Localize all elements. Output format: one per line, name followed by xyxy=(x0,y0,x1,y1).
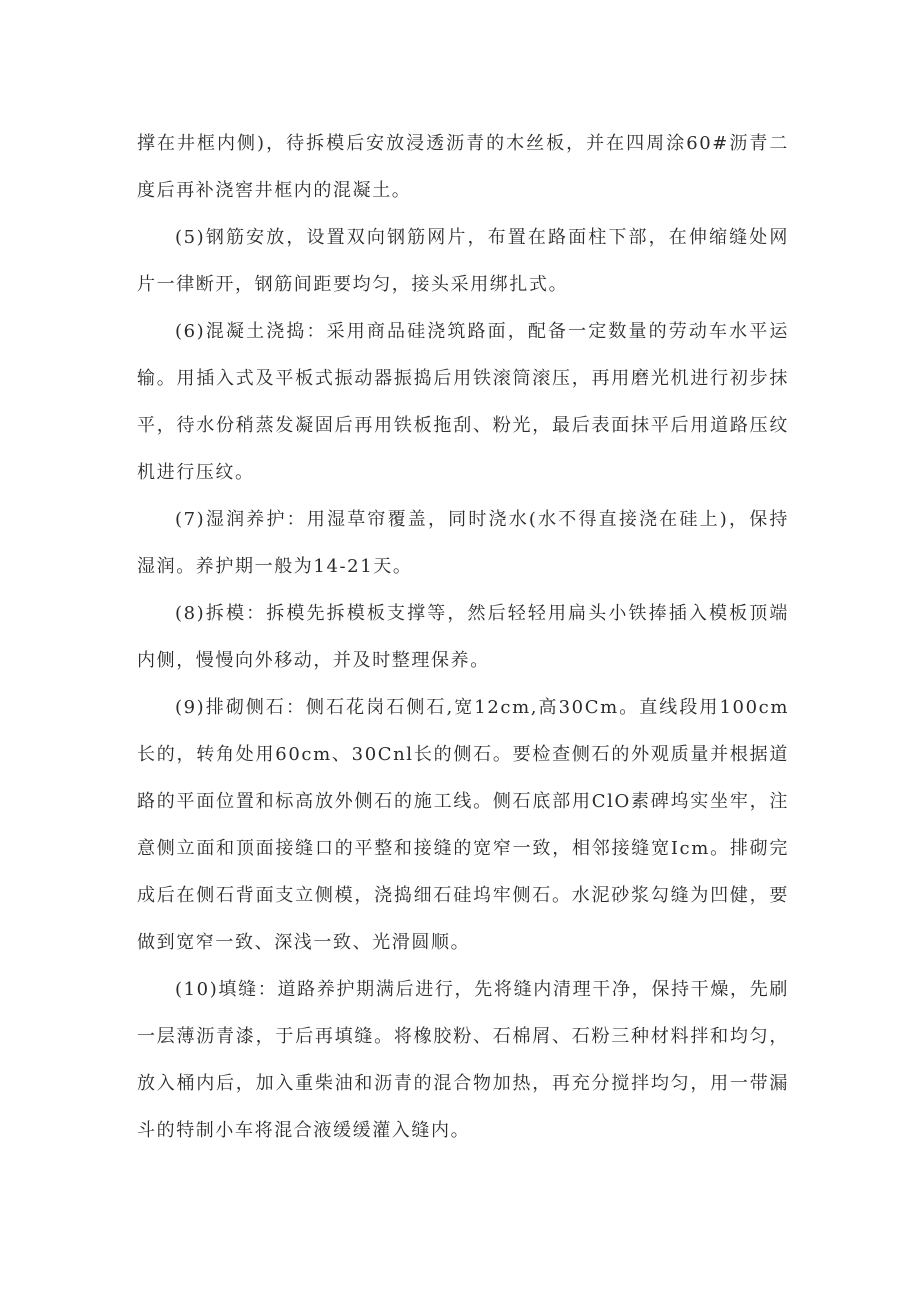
paragraph-joint-filling: (10)填缝：道路养护期满后进行，先将缝内清理干净，保持干燥，先刷一层薄沥青漆，于后再填缝。将橡胶粉、石棉屑、石粉三种材料拌和均匀，放入桶内后，加入重柴油和沥青的混合物加热，再充分搅拌均匀，用一带漏斗的特制小车将混合液缓缓灌入缝内。 xyxy=(137,979,789,1141)
document-body xyxy=(137,120,789,1154)
paragraph-formwork-removal: (8)拆模：拆模先拆模板支撑等，然后轻轻用扁头小铁捧插入模板顶端内侧，慢慢向外移动，并及时整理保养。 xyxy=(137,603,789,671)
paragraph-curing: (7)湿润养护：用湿草帘覆盖，同时浇水(水不得直接浇在硅上)，保持湿润。养护期一般为14-21天。 xyxy=(137,509,789,577)
paragraph-steel-placement: (5)钢筋安放，设置双向钢筋网片，布置在路面柱下部，在伸缩缝处网片一律断开，钢筋间距要均匀，接头采用绑扎式。 xyxy=(137,227,789,295)
paragraph-continuation: 撑在井框内侧)，待拆模后安放浸透沥青的木丝板，并在四周涂60#沥青二度后再补浇窖井框内的混凝土。 xyxy=(137,133,789,201)
paragraph-concrete-pouring: (6)混凝土浇捣：采用商品硅浇筑路面，配备一定数量的劳动车水平运输。用插入式及平板式振动器振捣后用铁滚筒滚压，再用磨光机进行初步抹平，待水份稍蒸发凝固后再用铁板拖刮、粉光，最后表面抹平后用道路压纹机进行压纹。 xyxy=(137,321,789,483)
paragraph-curb-stones: (9)排砌侧石：侧石花岗石侧石,宽12cm,高30Cm。直线段用100cm长的，转角处用60cm、30Cnl长的侧石。要检查侧石的外观质量并根据道路的平面位置和标高放外侧石的施工线。侧石底部用ClO素碑坞实坐牢，注意侧立面和顶面接缝口的平整和接缝的宽窄一致，相邻接缝宽Icm。排砌完成后在侧石背面支立侧模，浇捣细石硅坞牢侧石。水泥砂浆勾缝为凹健，要做到宽窄一致、深浅一致、光滑圆顺。 xyxy=(137,697,789,953)
